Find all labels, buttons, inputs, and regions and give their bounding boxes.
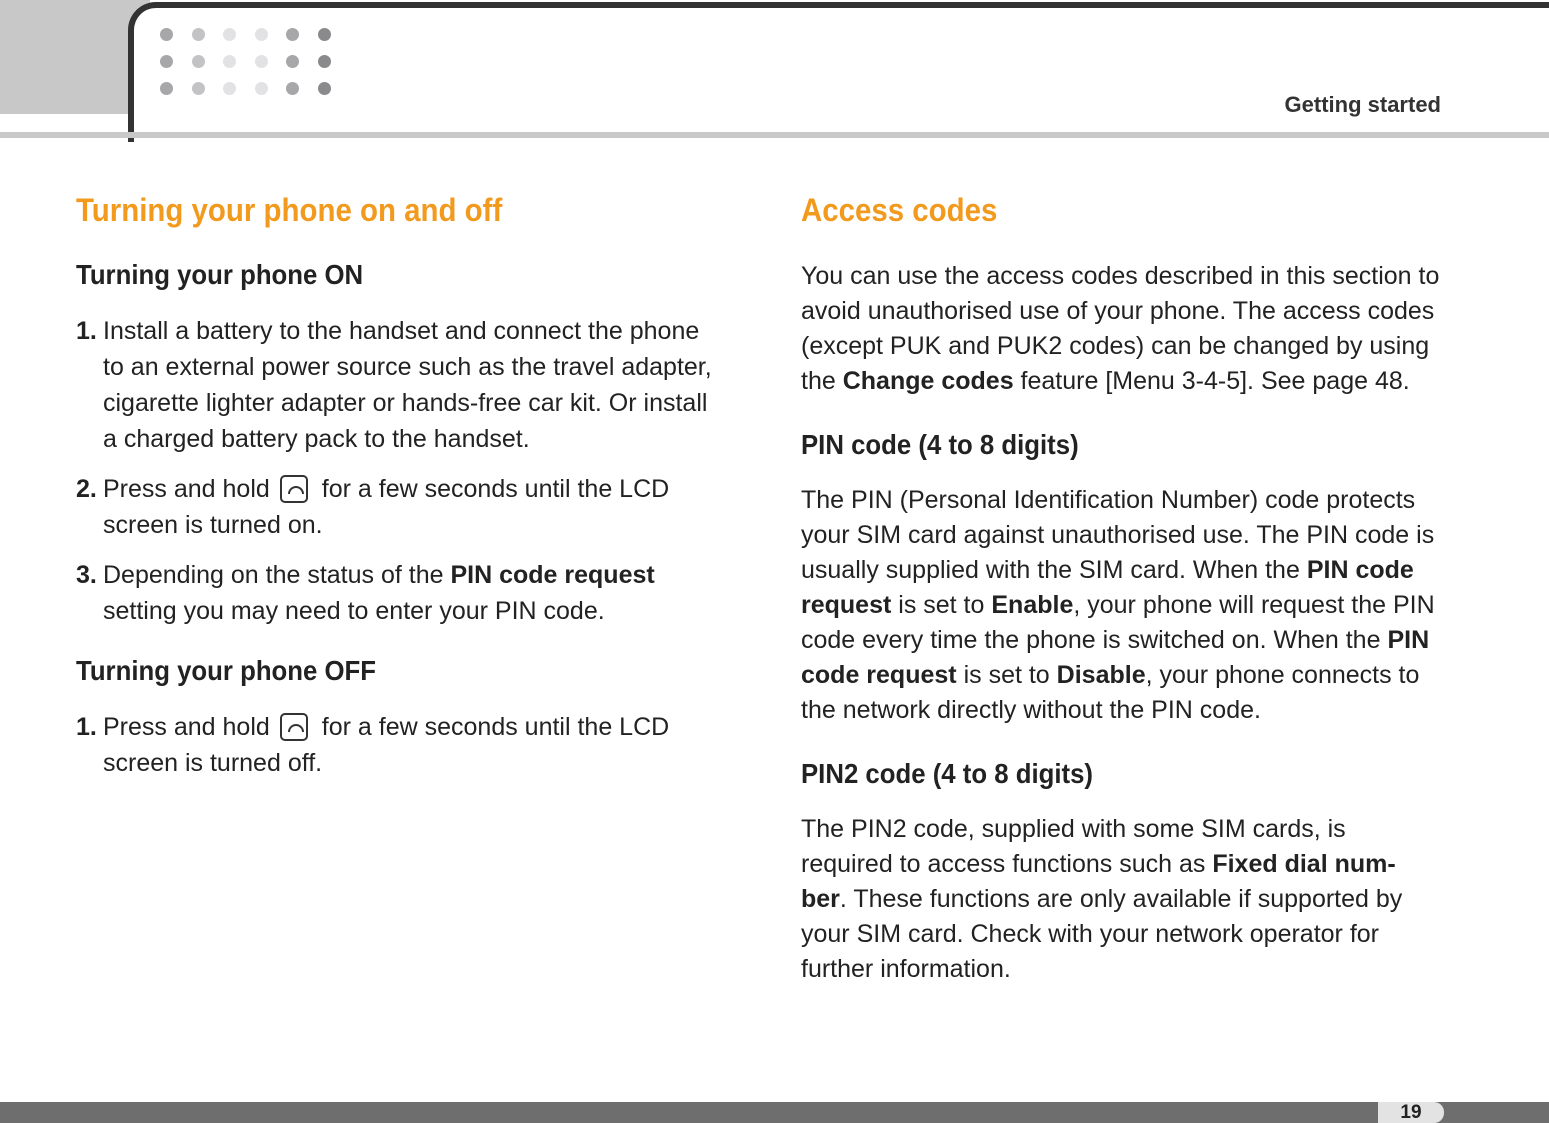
running-head: Getting started <box>1284 92 1441 117</box>
access-codes-intro <box>801 259 1441 399</box>
decorative-dot <box>255 82 268 95</box>
subheading-pin: PIN code (4 to 8 digits) <box>801 429 1079 460</box>
right-column <box>801 192 1441 1017</box>
step-text-before: Press and hold <box>103 475 270 503</box>
pin-text: The PIN (Personal Identification Number) code protects your SIM card against unauthorised use. The PIN code is usually supplied with the SIM card. When the <box>801 486 1435 584</box>
intro-text: You can use the access codes described in this section to avoid unauthorised use of your phone. The access codes (except PUK and PUK2 codes) can be changed by using the <box>801 262 1440 395</box>
decorative-dot <box>318 55 331 68</box>
steps-phone-on <box>76 313 716 629</box>
end-key-icon <box>280 475 308 503</box>
section-title-power: Turning your phone on and off <box>76 192 503 228</box>
header-rule <box>0 132 1549 138</box>
pin2-text: . These functions are only available if supported by your SIM card. Check with your network operator for further information. <box>801 885 1403 983</box>
step-text-before: Press and hold <box>103 713 270 741</box>
page-number: 19 <box>1378 1102 1444 1123</box>
step-text-bold: PIN code request <box>450 561 655 589</box>
step-number: 3. <box>76 561 97 589</box>
pin2-text: The PIN2 code, supplied with some SIM cards, is required to access functions such as <box>801 815 1346 878</box>
pin-text: , your phone connects to the network directly without the PIN code. <box>801 661 1420 724</box>
pin-bold: Enable <box>991 591 1074 619</box>
header-frame <box>128 2 1549 142</box>
steps-phone-off <box>76 709 716 781</box>
pin-text: is set to <box>898 591 985 619</box>
pin-bold: Disable <box>1056 661 1146 689</box>
subheading-pin2: PIN2 code (4 to 8 digits) <box>801 758 1093 789</box>
pin2-paragraph <box>801 812 1441 987</box>
list-item <box>76 709 716 781</box>
decorative-dot <box>318 28 331 41</box>
decorative-dot <box>223 55 236 68</box>
list-item <box>76 313 716 457</box>
decorative-dot <box>192 82 205 95</box>
step-text: Install a battery to the handset and connect the phone to an external power source such as the travel adapter, cigarette lighter adapter or hands-free car kit. Or install a charged battery pack to the handset. <box>103 317 712 453</box>
decorative-dot <box>192 28 205 41</box>
end-key-icon <box>280 713 308 741</box>
intro-text: feature [Menu 3-4-5]. See page 48. <box>1020 367 1410 395</box>
pin-paragraph <box>801 483 1441 728</box>
pin-text: is set to <box>963 661 1050 689</box>
pin-text: , your phone will request the PIN code every time the phone is switched on. When the <box>801 591 1435 654</box>
step-number: 2. <box>76 475 97 503</box>
decorative-dot <box>192 55 205 68</box>
section-title-access-codes: Access codes <box>801 192 998 228</box>
decorative-dot <box>255 55 268 68</box>
decorative-dot <box>160 55 173 68</box>
decorative-dot <box>160 82 173 95</box>
subheading-phone-off: Turning your phone OFF <box>76 655 377 686</box>
decorative-dot <box>223 82 236 95</box>
list-item <box>76 471 716 543</box>
decorative-dot <box>160 28 173 41</box>
step-text-after: setting you may need to enter your PIN code. <box>103 597 605 625</box>
step-text-before: Depending on the status of the <box>103 561 444 589</box>
decorative-dot <box>286 55 299 68</box>
decorative-dot <box>318 82 331 95</box>
step-number: 1. <box>76 317 97 345</box>
footer-bar <box>0 1102 1549 1123</box>
step-text-after: for a few seconds until the LCD screen is turned on. <box>103 475 670 539</box>
pin2-bold: Fixed dial num-ber <box>801 850 1396 913</box>
step-number: 1. <box>76 713 97 741</box>
decorative-dot <box>255 28 268 41</box>
decorative-dot <box>286 28 299 41</box>
pin-bold: PIN code request <box>801 626 1430 689</box>
pin-bold: PIN code request <box>801 556 1414 619</box>
decorative-dot <box>286 82 299 95</box>
intro-bold: Change codes <box>842 367 1014 395</box>
step-text-after: for a few seconds until the LCD screen is turned off. <box>103 713 670 777</box>
left-column <box>76 192 716 807</box>
subheading-phone-on: Turning your phone ON <box>76 259 364 290</box>
list-item <box>76 557 716 629</box>
decorative-dot <box>223 28 236 41</box>
